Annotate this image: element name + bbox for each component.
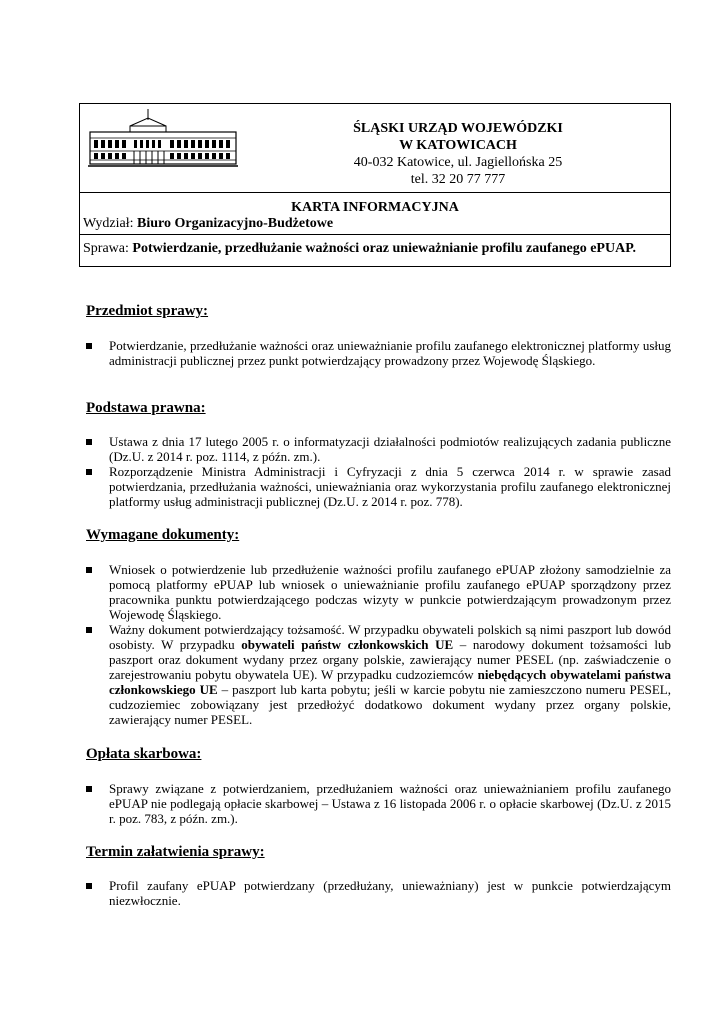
org-name-line1: ŚLĄSKI URZĄD WOJEWÓDZKI xyxy=(353,121,563,136)
department-value: Biuro Organizacyjno-Budżetowe xyxy=(136,216,334,231)
list-item: Wniosek o potwierdzenie lub przedłużenie ważności profilu zaufanego ePUAP złożony samodzielnie za pomocą platformy ePUAP lub wniosek o unieważnianie profilu zaufanego ePUAP sporządzony przez pracownika punktu potwierdzającego podczas wizyty w punkcie potwierdzającym prowadzonym przez Wojewodę Śląskiego. xyxy=(86,562,671,622)
header-card-row xyxy=(80,193,670,235)
deadline-heading: Termin załatwienia sprawy: xyxy=(86,844,265,860)
card-title: KARTA INFORMACYJNA xyxy=(291,200,459,215)
text-emphasis: niebędących obywatelami państwa członkowskiego UE xyxy=(109,667,671,697)
legal-heading: Podstawa prawna: xyxy=(86,400,206,416)
case xyxy=(83,240,636,257)
list-item: Ustawa z dnia 17 lutego 2005 r. o informatyzacji działalności podmiotów realizujących zadania publiczne (Dz.U. z 2014 r. poz. 1114, z późn. zm.). xyxy=(86,434,671,464)
text-segment: – paszport lub karta pobytu; jeśli w karcie pobytu nie zamieszczono numeru PESEL, cudzoziemiec zobowiązany jest przedłożyć dodatkowo dokument wydany przez organy polskie, zawierający numer PESEL. xyxy=(109,682,671,727)
list-item: Sprawy związane z potwierdzaniem, przedłużaniem ważności oraz unieważnianiem profilu zaufanego ePUAP nie podlegają opłacie skarbowej – Ustawa z 16 listopada 2006 r. o opłacie skarbowej (Dz.U. z 2015 r. poz. 783, z późn. zm.). xyxy=(86,781,671,826)
text-segment: – narodowy dokument tożsamości lub paszport oraz dokument wydany przez organy polskie, zawierający numer PESEL (np. zaświadczenie o zarejestrowaniu pobytu obywatela UE). W przypadku cudzoziemców xyxy=(109,637,672,682)
department xyxy=(83,215,333,232)
list-item: Profil zaufany ePUAP potwierdzany (przedłużany, unieważniany) jest w punkcie potwierdzającym niezwłocznie. xyxy=(86,878,671,908)
header-box xyxy=(79,103,671,267)
org-phone: tel. 32 20 77 777 xyxy=(410,172,506,187)
text-emphasis: obywateli państw członkowskich UE xyxy=(241,637,454,652)
org-name-line2: W KATOWICACH xyxy=(399,138,517,153)
list-item: Potwierdzanie, przedłużanie ważności oraz unieważnianie profilu zaufanego elektronicznej platformy usług administracji publicznej przez punkt potwierdzający prowadzony przez Wojewodę Śląskiego. xyxy=(86,338,671,368)
legal-list xyxy=(86,434,671,509)
department-label: Wydział: xyxy=(83,216,134,231)
documents-heading: Wymagane dokumenty: xyxy=(86,527,240,543)
text-segment: Ważny dokument potwierdzający tożsamość. W przypadku obywateli polskich są nimi paszport lub dowód osobisty. W przypadku xyxy=(109,622,671,652)
header-org-row xyxy=(80,104,670,193)
header-case-row xyxy=(80,235,670,266)
subject-list xyxy=(86,338,671,368)
org-address: 40-032 Katowice, ul. Jagiellońska 25 xyxy=(353,155,563,170)
list-item: Rozporządzenie Ministra Administracji i Cyfryzacji z dnia 5 czerwca 2014 r. w sprawie zasad potwierdzania, przedłużania ważności, unieważniania oraz wykorzystania profilu zaufanego elektronicznej platformy usług administracji publicznej (Dz.U. z 2014 r. poz. 778). xyxy=(86,464,671,509)
subject-heading: Przedmiot sprawy: xyxy=(86,303,209,319)
fee-list xyxy=(86,781,671,826)
case-label: Sprawa: xyxy=(83,241,129,256)
case-value: Potwierdzanie, przedłużanie ważności oraz unieważnianie profilu zaufanego ePUAP. xyxy=(132,241,636,256)
organization-info xyxy=(250,120,666,188)
fee-heading: Opłata skarbowa: xyxy=(86,746,202,762)
deadline-list xyxy=(86,878,671,908)
list-item xyxy=(86,622,671,727)
building-logo-icon xyxy=(88,108,238,168)
documents-list xyxy=(86,562,671,727)
